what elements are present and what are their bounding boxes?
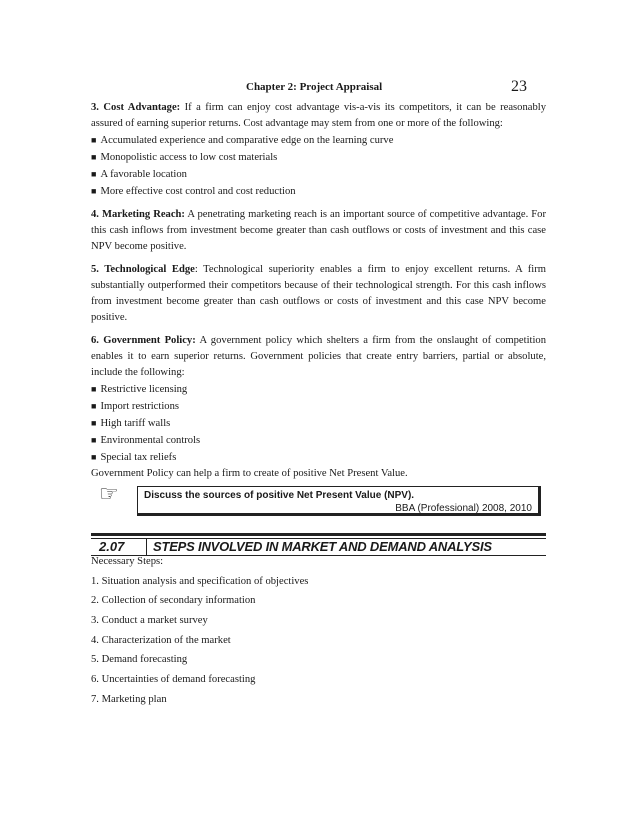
heading-divider xyxy=(146,538,147,555)
paragraph-title: 3. Cost Advantage: xyxy=(91,102,181,113)
steps-list xyxy=(91,556,546,714)
cost-bullet-list xyxy=(91,132,546,200)
exam-question-note xyxy=(95,482,542,518)
paragraph-government-policy xyxy=(91,333,546,381)
paragraph-title: 6. Government Policy: xyxy=(91,335,196,346)
paragraph-cost-advantage xyxy=(91,100,546,132)
question-box xyxy=(137,486,541,516)
section-number: 2.07 xyxy=(99,539,125,554)
bullet-icon: ■ xyxy=(91,169,97,179)
list-item: 2. Collection of secondary information xyxy=(91,595,256,607)
list-item: ■ Accumulated experience and comparative edge on the learning curve xyxy=(91,135,394,146)
paragraph-text: A penetrating marketing reach is an important source of competitive advantage. For this cash inflows from investment become greater than cash outflows or costs of investment and this case NPV become positive. xyxy=(91,209,546,252)
page-header xyxy=(0,78,638,101)
gov-conclusion: Government Policy can help a firm to create of positive Net Present Value. xyxy=(91,468,408,479)
list-item: 3. Conduct a market survey xyxy=(91,615,208,627)
list-item: 1. Situation analysis and specification of objectives xyxy=(91,575,309,587)
bullet-icon: ■ xyxy=(91,401,97,411)
list-item: ■ Import restrictions xyxy=(91,401,179,412)
steps-intro: Necessary Steps: xyxy=(91,556,164,567)
paragraph-text: A government policy which shelters a firm from the onslaught of competition enables it to earn superior returns. Government policies that create entry barriers, partial or absolute, include the following: xyxy=(91,335,546,378)
bullet-icon: ■ xyxy=(91,435,97,445)
bullet-icon: ■ xyxy=(91,152,97,162)
paragraph-text: If a firm can enjoy cost advantage vis-a-vis its competitors, it can be reasonably assured of earning superior returns. Cost advantage may stem from one or more of the following: xyxy=(91,102,546,129)
bullet-icon: ■ xyxy=(91,135,97,145)
list-item: 7. Marketing plan xyxy=(91,693,167,705)
list-item: 6. Uncertainties of demand forecasting xyxy=(91,674,256,686)
list-item: ■ Special tax reliefs xyxy=(91,452,177,463)
page-body xyxy=(91,100,546,482)
bullet-icon: ■ xyxy=(91,452,97,462)
list-item: ■ A favorable location xyxy=(91,169,187,180)
list-item: 5. Demand forecasting xyxy=(91,654,188,666)
list-item: ■ Restrictive licensing xyxy=(91,384,188,395)
chapter-title: Chapter 2: Project Appraisal xyxy=(246,81,383,93)
pointing-hand-icon: ☞ xyxy=(99,482,119,507)
list-item: ■ More effective cost control and cost reduction xyxy=(91,186,296,197)
bullet-icon: ■ xyxy=(91,384,97,394)
page-number: 23 xyxy=(511,78,527,95)
list-item: ■ Environmental controls xyxy=(91,435,201,446)
section-heading xyxy=(91,533,546,555)
paragraph-technological-edge xyxy=(91,262,546,326)
section-title: STEPS INVOLVED IN MARKET AND DEMAND ANALYSIS xyxy=(153,539,492,554)
gov-bullet-list xyxy=(91,381,546,466)
paragraph-marketing-reach xyxy=(91,207,546,255)
paragraph-title: 5. Technological Edge xyxy=(91,264,195,275)
bullet-icon: ■ xyxy=(91,418,97,428)
question-text: Discuss the sources of positive Net Present Value (NPV). xyxy=(144,490,415,501)
bullet-icon: ■ xyxy=(91,186,97,196)
list-item: ■ High tariff walls xyxy=(91,418,171,429)
heading-rule-top xyxy=(91,533,546,536)
list-item: ■ Monopolistic access to low cost materials xyxy=(91,152,278,163)
paragraph-text: : Technological superiority enables a firm to enjoy excellent returns. A firm substantially outperformed their competitors because of their technological strength. For this cash inflows from investment become greater than cash outflows or costs of investment and this case NPV become positive. xyxy=(91,264,547,323)
paragraph-title: 4. Marketing Reach: xyxy=(91,209,185,220)
list-item: 4. Characterization of the market xyxy=(91,634,231,646)
exam-reference: BBA (Professional) 2008, 2010 xyxy=(395,503,532,514)
